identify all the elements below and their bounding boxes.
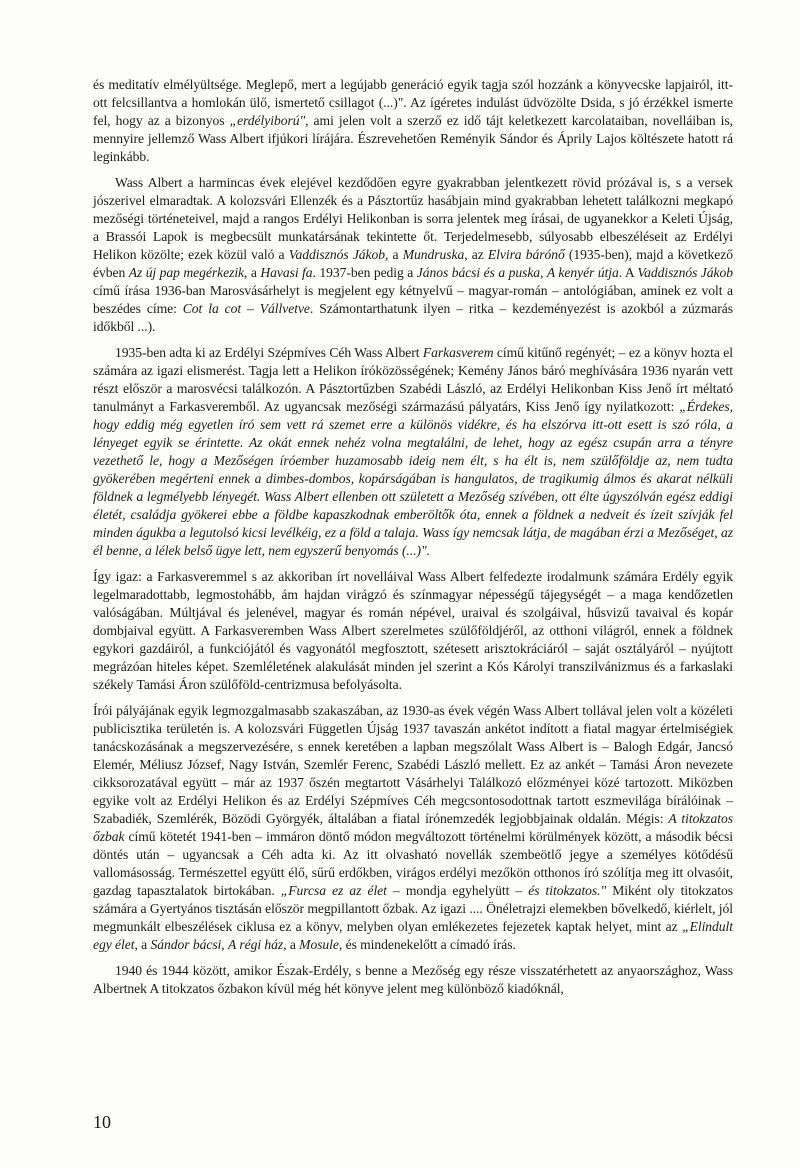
text-run: , a <box>385 247 403 262</box>
body-text <box>93 76 733 1006</box>
text-run: Írói pályájának egyik legmozgalmasabb szakaszában, az 1930-as évek végén Wass Albert tollával jelen volt a közéleti publicisztika területén is. A kolozsvári Független Újság 1937 tavaszán ankétot indított a fiatal magyar értelmiségiek tanácskozásának a megszervezésére, s ennek keretében a lapban megszólalt Wass Albert is – Balogh Edgár, Jancsó Elemér, Méliusz József, Nagy István, Szemlér Ferenc, Szabédi László mellett. Ez az ankét – Tamási Áron nevezete cikksorozatával együtt – már az 1937 őszén megtartott Vásárhelyi Találkozó előzményei közé tartozott. Miközben egyike volt az Erdélyi Helikon és az Erdélyi Szépmíves Céh megcsontosodottnak tartott eszmevilága bírálóinak – Szabadiék, Szemlérék, Bözödi Györgyék, általában a fiatal írónemzedék legjobbjainak oldalán. Mégis: <box>93 703 733 826</box>
text-run: , és mindenekelőtt a címadó írás. <box>338 937 516 952</box>
text-run: , a <box>134 937 151 952</box>
text-run: . Számontarthatunk ilyen – ritka – kezdeményezést is azokból a zúzmarás időkből ...). <box>93 301 733 334</box>
italic-text-run: A titokzatos őzbak <box>93 811 733 844</box>
text-run: (1935-ben), majd a következő évben <box>93 247 734 280</box>
italic-text-run: Mosule <box>299 937 339 952</box>
text-run: Miként oly titokzatos számára a Gyertyános tisztásán először megpillantott őzbak. Az igazi .... Önéletrajzi elemekben bővelkedő, kiérlelt, jól megmunkált elbeszélések ciklusa ez a könyv, melyben olyan emlékezetes fejezetek kaptak helyet, mint az <box>93 883 733 934</box>
italic-text-run: „erdélyiború" <box>229 113 306 128</box>
italic-text-run: Az új pap megérkezik <box>128 265 245 280</box>
italic-text-run: „Érdekes, hogy eddig még egyetlen író sem vett rá szemet erre a különös vidékre, és ha elszórva itt-ott esett is szó róla, a lényeget egyik se érintette. Az okát ennek nehéz volna megtalálni, de lehet, hogy az egész csupán arra a tényre vezethető le, hogy a Mezőségen íróember huzamosabb ideig nem élt, s ha élt is, nem szülőföldje az, nem tudta gyökerében megérteni ennek a dimbes-dombos, kopárságában is hangulatos, de tragikumig álmos és akarat nélküli földnek a legmélyebb lényegét. Wass Albert ellenben ott született a Mezőség szívében, ott élte úgyszólván egész eddigi életét, családja gyökerei ebbe a földbe kapaszkodnak emberöltők óta, ennek a földnek a nedveit és ízeit szívják fel minden águkba a legutolsó kicsi levélkéig, ez a föld a talaja. Wass így nemcsak látja, de magában érzi a Mezőséget, az él benne, a lélek belső ügye lett, nem egyszerű benyomás (...)". <box>93 399 733 558</box>
italic-text-run: Mundruska <box>402 247 465 262</box>
italic-text-run: János bácsi és a puska <box>416 265 541 280</box>
text-run: 1940 és 1944 között, amikor Észak-Erdély, s benne a Mezőség egy része visszatérhetett az anyaországhoz, Wass Albertnek A titokzatos őzbakon kívül még hét könyve jelent meg különböző kiadóknál, <box>93 963 733 996</box>
paragraph <box>93 962 733 998</box>
paragraph <box>93 568 733 694</box>
text-run: , a <box>244 265 261 280</box>
italic-text-run: A kenyér útja <box>546 265 619 280</box>
paragraph <box>93 174 733 336</box>
paragraph <box>93 702 733 954</box>
italic-text-run: Vaddisznós Jákob <box>637 265 734 280</box>
italic-text-run: Vaddisznós Jákob <box>288 247 386 262</box>
text-run: , ami jelen volt a szerző ez idő tájt keletkezett karcolataiban, novelláiban is, mennyire jellemző Wass Albert ifjúkori lírájára. Észrevehetően Reményik Sándor és Áprily Lajos költészete hatott rá leginkább. <box>93 113 733 164</box>
text-run: Így igaz: a Farkasveremmel s az akkoriban írt novelláival Wass Albert felfedezte irodalmunk számára Erdély egyik legelmaradottabb, legmostohább, ám hajdan virágzó és színmagyar népességű tájegységét – a maga kendőzetlen valóságában. Múltjával és jelenével, magyar és román népével, uraival és szolgáival, hűsvizű tavaival és kopár dombjaival együtt. A Farkasveremben Wass Albert szerelmetes szülőföldjéről, az otthoni világról, ennek a földnek egykori gazdáiról, a funkciójától és vagyonától megfosztott, szétesett arisztokráciáról – saját osztályáról – nyújtott megrázóan hiteles képet. Szemléletének alakulását minden jel szerint a Kós Károlyi transzilvánizmus és a farkaslaki székely Tamási Áron szülőföld-centrizmusa befolyásolta. <box>93 569 733 692</box>
text-run: . A <box>618 265 638 280</box>
page-number: 10 <box>93 1112 111 1132</box>
text-run: című írása 1936-ban Marosvásárhelyt is megjelent egy kétnyelvű – magyar-román – antológiában, aminek ez volt a beszédes címe: <box>93 283 733 316</box>
text-run: – mondja egyhelyütt – <box>386 883 529 898</box>
text-run: Wass Albert a harmincas évek elejével kezdődően egyre gyakrabban jelentkezett rövid prózával is, s a versek jószerivel elmaradtak. A kolozsvári Ellenzék és a Pásztortűz hasábjain mind gyakrabban lehetett találkozni megkapó mezőségi történeteivel, majd a rangos Erdélyi Helikonban is sorra jelentek meg írásai, de ugyanekkor a Keleti Újság, a Brassói Lapok is megbecsült munkatársának tekintette őt. Terjedelmesebb, súlyosabb elbeszéléseit az Erdélyi Helikon közölte; ezek közül való a <box>93 175 733 262</box>
text-run: , az <box>464 247 488 262</box>
italic-text-run: Sándor bácsi <box>150 937 222 952</box>
italic-text-run: „Furcsa ez az élet <box>280 883 387 898</box>
paragraph <box>93 344 733 560</box>
italic-text-run: „Elindult egy élet <box>93 919 733 952</box>
italic-text-run: Farkasverem <box>422 345 494 360</box>
text-run: . 1937-ben pedig a <box>312 265 417 280</box>
italic-text-run: és titokzatos." <box>528 883 607 898</box>
text-run: , <box>221 937 228 952</box>
italic-text-run: Havasi fa <box>260 265 313 280</box>
text-run: , <box>540 265 547 280</box>
italic-text-run: Cot la cot – Vállvetve <box>182 301 310 316</box>
text-run: című kötetét 1941-ben – immáron döntő módon megváltozott történelmi körülmények között, a második bécsi döntés után – ugyancsak a Céh adta ki. Az itt olvasható novellák szembeötlő jegye a személyes kötődésű vallomásosság. Természettel együtt élő, sűrű erdőkben, virágos erdélyi mezőkön otthonos író szólítja meg itt olvasóit, gazdag tapasztalatok birtokában. <box>93 829 733 898</box>
italic-text-run: A régi ház <box>228 937 284 952</box>
paragraph <box>93 76 733 166</box>
italic-text-run: Elvira bárónő <box>487 247 565 262</box>
text-run: , a <box>283 937 300 952</box>
text-run: című kitűnő regényét; – ez a könyv hozta el számára az igazi elismerést. Tagja lett a Helikon íróközösségének; Kemény János báró meghívására 1936 nyarán vett részt először a marosvécsi találkozón. A Pásztortűzben Szabédi László, az Erdélyi Helikonban Kiss Jenő írt méltató tanulmányt a Farkasveremből. Az ugyancsak mezőségi származású pályatárs, Kiss Jenő így nyilatkozott: <box>93 345 733 414</box>
text-run: és meditatív elmélyültsége. Meglepő, mert a legújabb generáció egyik tagja szól hozzánk a könyvecske lapjairól, itt-ott felcsillantva a homlokán ülő, ismertető csillagot (...)". Az ígéretes indulást üdvözölte Dsida, s jó érzékkel ismerte fel, hogy az a bizonyos <box>93 77 733 128</box>
text-run: 1935-ben adta ki az Erdélyi Szépmíves Céh Wass Albert <box>115 345 423 360</box>
